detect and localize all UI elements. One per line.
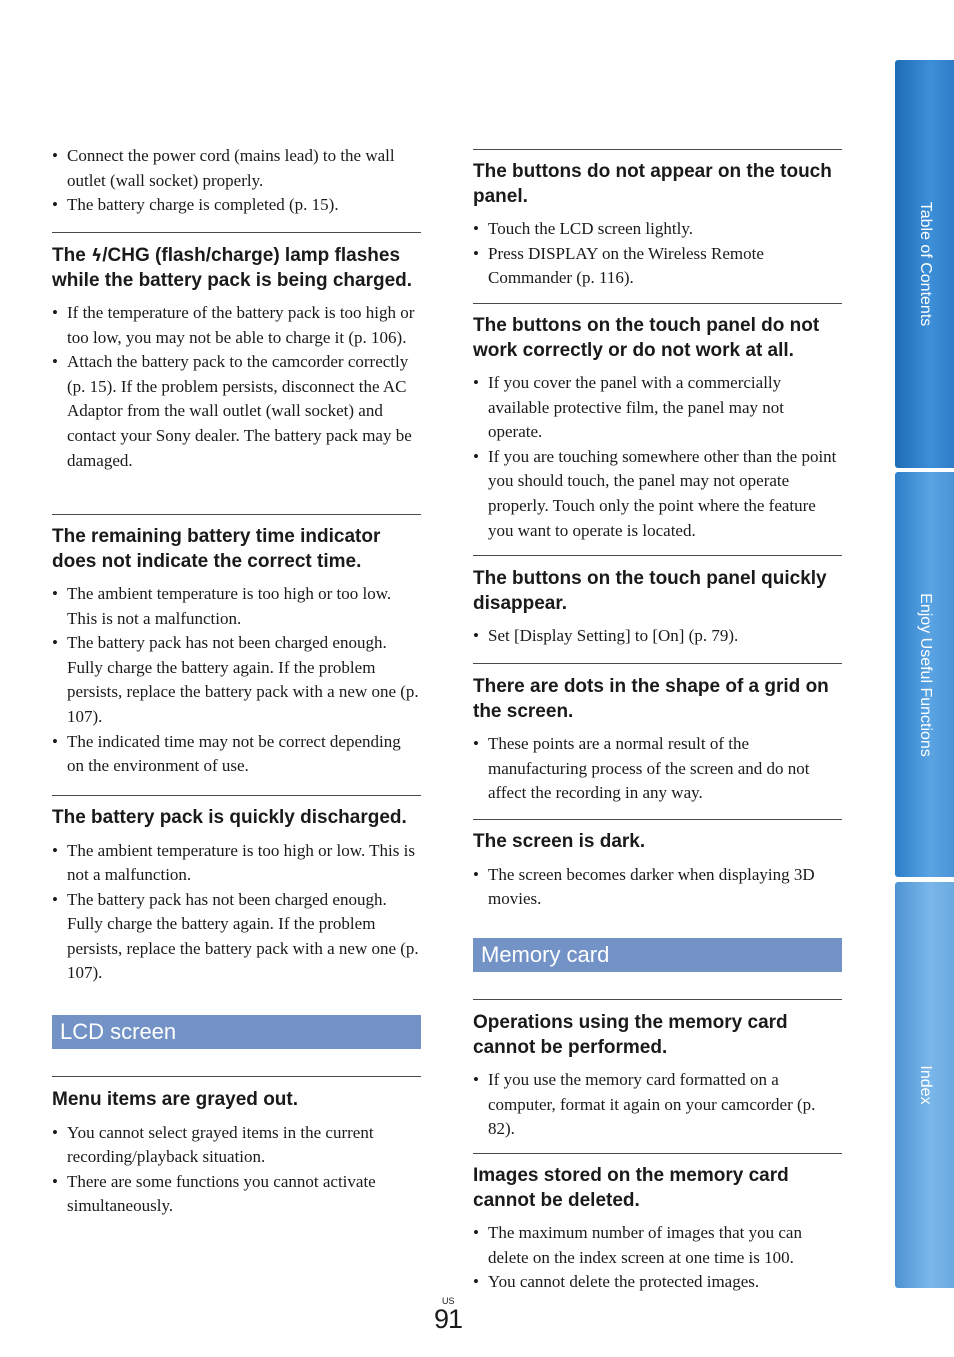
tab-enjoy-useful-functions[interactable]: [895, 472, 954, 877]
tab-label: Enjoy Useful Functions: [916, 592, 934, 757]
list-item: • The indicated time may not be correct depending on the environment of use.: [52, 730, 421, 779]
list-item: • The ambient temperature is too high or low. This is not a malfunction.: [52, 839, 421, 888]
list-item: • Connect the power cord (mains lead) to the wall outlet (wall socket) properly.: [52, 144, 421, 193]
section-heading: There are dots in the shape of a grid on the screen.: [473, 676, 829, 722]
ops-not-performed-bullets: [473, 1068, 842, 1142]
list-item: • The screen becomes darker when displaying 3D movies.: [473, 863, 842, 912]
intro-block: [52, 144, 421, 218]
flash-lamp-section: [52, 232, 421, 473]
quick-discharge-bullets: [52, 839, 421, 987]
section-heading: The buttons on the touch panel do not work correctly or do not work at all.: [473, 315, 820, 361]
tab-table-of-contents[interactable]: [895, 60, 954, 468]
grayed-out-bullets: [52, 1121, 421, 1219]
list-item: • The maximum number of images that you can delete on the index screen at one time is 100.: [473, 1221, 842, 1270]
grid-dots-bullets: [473, 732, 842, 806]
section-heading: Operations using the memory card cannot be performed.: [473, 1012, 788, 1058]
tab-index[interactable]: [895, 882, 954, 1288]
intro-bullets: [52, 144, 421, 218]
list-item: • You cannot delete the protected images.: [473, 1270, 842, 1295]
flash-bolt-icon: ϟ: [91, 246, 103, 266]
list-item: • The battery charge is completed (p. 15).: [52, 193, 421, 218]
section-title: Memory card: [481, 942, 610, 967]
list-item: • These points are a normal result of the manufacturing process of the screen and do not affect the recording in any way.: [473, 732, 842, 806]
list-item: • If you are touching somewhere other than the point you should touch, the panel may not operate properly. Touch only the point where the feature you want to operate is located.: [473, 445, 842, 543]
buttons-disappear-bullets: [473, 624, 842, 649]
cannot-delete-section: [473, 1153, 842, 1295]
list-item: • Set [Display Setting] to [On] (p. 79).: [473, 624, 842, 649]
page-region-label: US: [442, 1296, 455, 1306]
lcd-screen-section-bar: [52, 1015, 421, 1049]
quick-discharge-section: [52, 795, 421, 986]
list-item: • Attach the battery pack to the camcorder correctly (p. 15). If the problem persists, disconnect the AC Adaptor from the wall outlet (wall socket) and contact your Sony dealer. The battery pack may be damaged.: [52, 350, 421, 473]
buttons-not-work-section: [473, 303, 842, 543]
buttons-not-appear-section: [473, 149, 842, 291]
section-heading: The buttons on the touch panel quickly disappear.: [473, 568, 827, 614]
screen-dark-bullets: [473, 863, 842, 912]
buttons-not-appear-bullets: [473, 217, 842, 291]
ops-not-performed-section: [473, 999, 842, 1142]
memory-card-section-bar: [473, 938, 842, 972]
section-heading: Menu items are grayed out.: [52, 1089, 299, 1110]
list-item: • If you use the memory card formatted on a computer, format it again on your camcorder (p. 82).: [473, 1068, 842, 1142]
section-heading: [52, 244, 421, 293]
list-item: • There are some functions you cannot activate simultaneously.: [52, 1170, 421, 1219]
list-item: • The battery pack has not been charged enough. Fully charge the battery again. If the problem persists, replace the battery pack with a new one (p. 107).: [52, 888, 421, 986]
screen-dark-section: [473, 819, 842, 912]
list-item: • If the temperature of the battery pack is too high or too low, you may not be able to charge it (p. 106).: [52, 301, 421, 350]
section-heading: The screen is dark.: [473, 831, 646, 852]
section-heading: The battery pack is quickly discharged.: [52, 807, 407, 828]
list-item: • The battery pack has not been charged enough. Fully charge the battery again. If the problem persists, replace the battery pack with a new one (p. 107).: [52, 631, 421, 729]
list-item: • The ambient temperature is too high or too low. This is not a malfunction.: [52, 582, 421, 631]
section-heading: The remaining battery time indicator does not indicate the correct time.: [52, 526, 381, 572]
list-item: • You cannot select grayed items in the current recording/playback situation.: [52, 1121, 421, 1170]
section-title: LCD screen: [60, 1019, 177, 1044]
tab-label: Index: [916, 1065, 934, 1105]
list-item: • If you cover the panel with a commercially available protective film, the panel may not operate.: [473, 371, 842, 445]
tab-label: Table of Contents: [916, 201, 934, 327]
remaining-time-section: [52, 514, 421, 779]
section-heading: The buttons do not appear on the touch panel.: [473, 161, 832, 207]
remaining-time-bullets: [52, 582, 421, 779]
cannot-delete-bullets: [473, 1221, 842, 1295]
list-item: • Touch the LCD screen lightly.: [473, 217, 842, 242]
section-heading: Images stored on the memory card cannot be deleted.: [473, 1165, 789, 1211]
heading-suffix: /CHG (flash/charge) lamp flashes while the battery pack is being charged.: [52, 245, 413, 291]
flash-lamp-bullets: [52, 301, 421, 473]
heading-prefix: The: [52, 245, 92, 266]
buttons-disappear-section: [473, 555, 842, 649]
page-number: 91: [434, 1304, 463, 1334]
grid-dots-section: [473, 663, 842, 806]
grayed-out-section: [52, 1076, 421, 1219]
list-item: • Press DISPLAY on the Wireless Remote Commander (p. 116).: [473, 242, 842, 291]
buttons-not-work-bullets: [473, 371, 842, 543]
